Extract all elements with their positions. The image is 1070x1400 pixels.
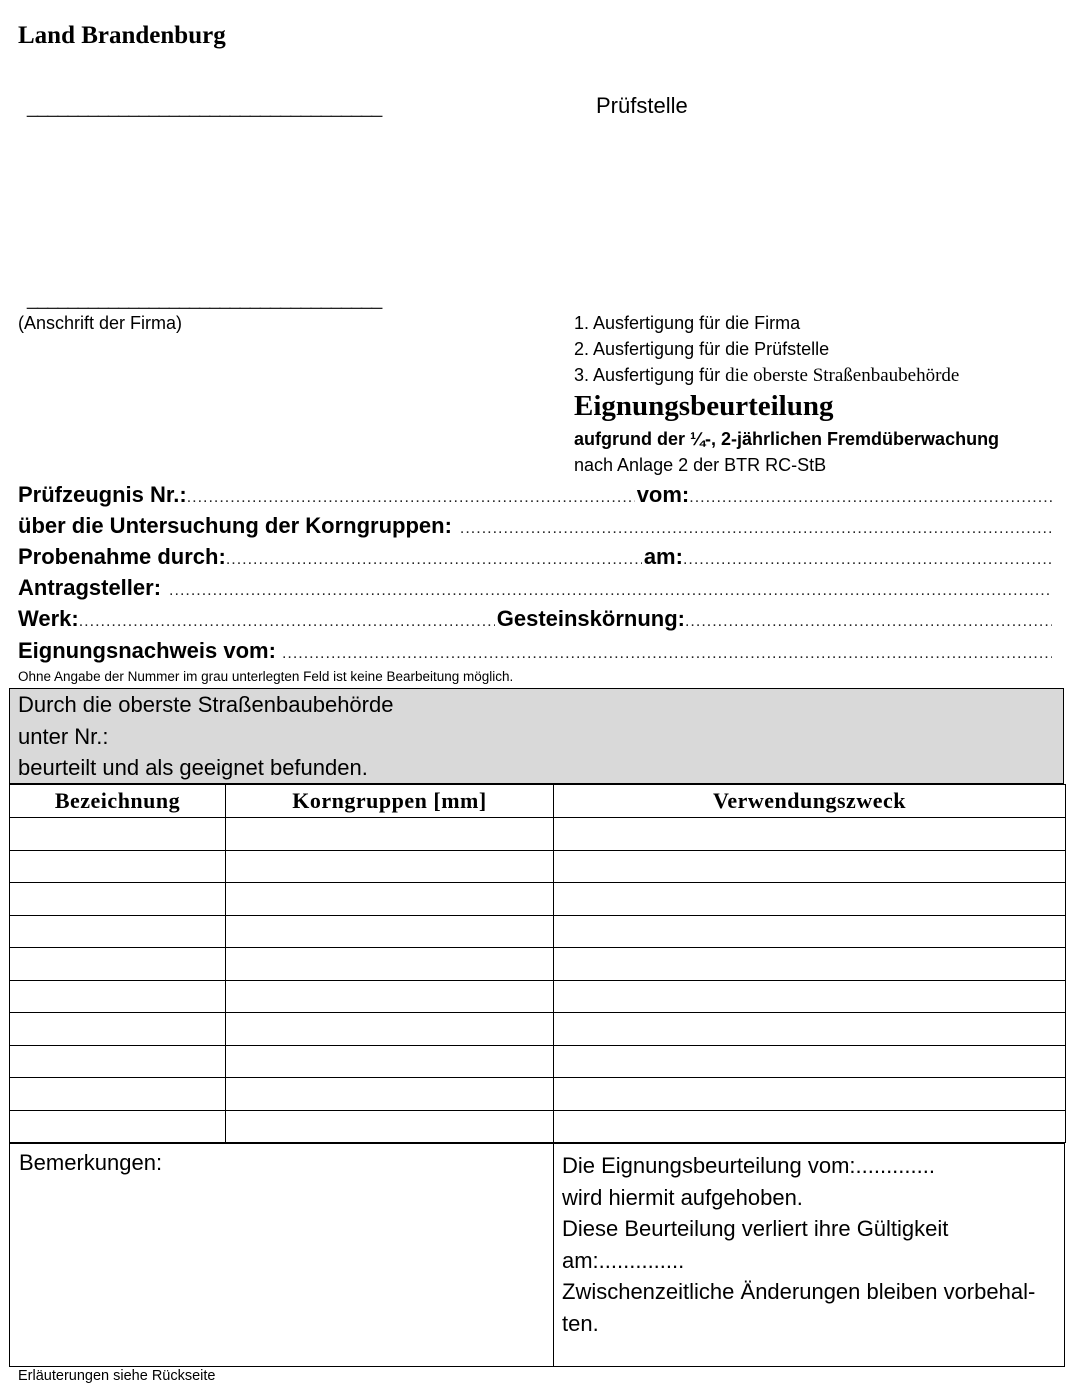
field-row-probenahme [18, 544, 1052, 574]
verwendungszweck-cell[interactable] [554, 818, 1066, 851]
verwendungszweck-cell[interactable] [554, 1013, 1066, 1046]
vom-label: vom: [636, 482, 690, 507]
table-row [10, 883, 1066, 916]
header-bezeichnung: Bezeichnung [10, 785, 226, 818]
korngruppen-cell[interactable] [226, 1078, 554, 1111]
verwendungszweck-cell[interactable] [554, 915, 1066, 948]
antragsteller-label: Antragsteller: [18, 575, 162, 600]
grey-field-note: Ohne Angabe der Nummer im grau unterlegten Feld ist keine Bearbeitung möglich. [18, 669, 514, 684]
bezeichnung-cell[interactable] [10, 1110, 226, 1143]
header-verwendungszweck: Verwendungszweck [554, 785, 1066, 818]
bottom-divider [553, 1144, 554, 1366]
werk-label: Werk: [18, 606, 79, 631]
aufhebung-line-1: Die Eignungsbeurteilung vom:............. [562, 1153, 935, 1178]
aufhebung-line-4: am:.............. [562, 1247, 685, 1273]
document-title: Eignungsbeurteilung [574, 390, 834, 422]
vom-input[interactable] [689, 489, 1052, 507]
verwendungszweck-cell[interactable] [554, 980, 1066, 1013]
aufhebung-line-6: ten. [562, 1310, 599, 1336]
table-row [10, 818, 1066, 851]
am-label: am: [643, 544, 683, 569]
bezeichnung-cell[interactable] [10, 883, 226, 916]
field-row-untersuchung [18, 513, 1052, 543]
korngruppen-cell[interactable] [226, 948, 554, 981]
land-heading: Land Brandenburg [18, 22, 226, 49]
subtitle-fremdueberwachung: aufgrund der ¼-, 2-jährlichen Fremdüberwachung [574, 429, 1000, 449]
table-row [10, 1045, 1066, 1078]
gesteinskoernung-input[interactable] [685, 613, 1052, 631]
werk-input[interactable] [79, 613, 495, 631]
korngruppen-cell[interactable] [226, 818, 554, 851]
verwendungszweck-cell[interactable] [554, 883, 1066, 916]
untersuchung-label: über die Untersuchung der Korngruppen: [18, 513, 452, 538]
table-row [10, 980, 1066, 1013]
eignungsnachweis-input[interactable] [282, 645, 1052, 663]
anschrift-label: (Anschrift der Firma) [18, 313, 183, 333]
table-row [10, 850, 1066, 883]
bemerkungen-label: Bemerkungen: [19, 1150, 163, 1175]
bottom-section [9, 1143, 1065, 1367]
bezeichnung-cell[interactable] [10, 948, 226, 981]
verwendungszweck-cell[interactable] [554, 948, 1066, 981]
probenahme-label: Probenahme durch: [18, 544, 226, 569]
footer-note: Erläuterungen siehe Rückseite [18, 1368, 216, 1384]
field-row-antragsteller [18, 575, 1052, 605]
ausfertigung-3-head: 3. Ausfertigung für [574, 365, 721, 385]
probenahme-input[interactable] [226, 551, 642, 569]
table-row [10, 915, 1066, 948]
bezeichnung-cell[interactable] [10, 1013, 226, 1046]
header-korngruppen: Korngruppen [mm] [226, 785, 554, 818]
authority-line-3: beurteilt und als geeignet befunden. [18, 755, 368, 780]
bezeichnung-cell[interactable] [10, 850, 226, 883]
aufhebung-line-5: Zwischenzeitliche Änderungen bleiben vorbehal- [562, 1279, 1036, 1304]
table-row [10, 1013, 1066, 1046]
korngruppen-cell[interactable] [226, 980, 554, 1013]
pruefstelle-label: Prüfstelle [596, 93, 688, 118]
antragsteller-input[interactable] [169, 582, 1052, 600]
korngruppen-cell[interactable] [226, 883, 554, 916]
aufhebung-line-3: Diese Beurteilung verliert ihre Gültigkeit [562, 1216, 949, 1241]
verwendungszweck-cell[interactable] [554, 1045, 1066, 1078]
field-row-pruefzeugnis [18, 482, 1052, 512]
pruefzeugnis-input[interactable] [187, 489, 635, 507]
korngruppen-cell[interactable] [226, 850, 554, 883]
gesteinskoernung-label: Gesteinskörnung: [496, 606, 685, 631]
table-header-row [10, 785, 1066, 818]
table-row [10, 1078, 1066, 1111]
ausfertigung-3-tail: die oberste Straßenbaubehörde [725, 365, 960, 386]
address-line-bottom: ___________________________________ [27, 288, 382, 310]
verwendungszweck-cell[interactable] [554, 1110, 1066, 1143]
ausfertigung-1: 1. Ausfertigung für die Firma [574, 313, 801, 333]
bezeichnung-cell[interactable] [10, 818, 226, 851]
korngruppen-cell[interactable] [226, 1110, 554, 1143]
field-row-werk [18, 606, 1052, 636]
korngruppen-cell[interactable] [226, 1045, 554, 1078]
ausfertigung-2: 2. Ausfertigung für die Prüfstelle [574, 339, 830, 359]
korngruppen-table [9, 784, 1066, 1143]
bezeichnung-cell[interactable] [10, 1045, 226, 1078]
authority-line-1: Durch die oberste Straßenbaubehörde [18, 692, 394, 717]
subtitle-anlage: nach Anlage 2 der BTR RC-StB [574, 455, 827, 475]
bezeichnung-cell[interactable] [10, 1078, 226, 1111]
aufhebung-line-2: wird hiermit aufgehoben. [562, 1184, 803, 1210]
korngruppen-cell[interactable] [226, 915, 554, 948]
untersuchung-input[interactable] [460, 520, 1052, 538]
ausfertigung-3 [574, 365, 959, 387]
verwendungszweck-cell[interactable] [554, 1078, 1066, 1111]
am-input[interactable] [683, 551, 1052, 569]
korngruppen-cell[interactable] [226, 1013, 554, 1046]
eignungsnachweis-label: Eignungsnachweis vom: [18, 638, 276, 663]
authority-grey-box[interactable] [9, 688, 1064, 784]
verwendungszweck-cell[interactable] [554, 850, 1066, 883]
bezeichnung-cell[interactable] [10, 980, 226, 1013]
bezeichnung-cell[interactable] [10, 915, 226, 948]
address-line-top: ___________________________________ [27, 96, 382, 118]
table-row [10, 1110, 1066, 1143]
aufhebung-text [562, 1150, 1057, 1339]
authority-line-2: unter Nr.: [18, 724, 109, 749]
field-row-eignungsnachweis [18, 638, 1052, 668]
pruefzeugnis-label: Prüfzeugnis Nr.: [18, 482, 187, 507]
table-row [10, 948, 1066, 981]
